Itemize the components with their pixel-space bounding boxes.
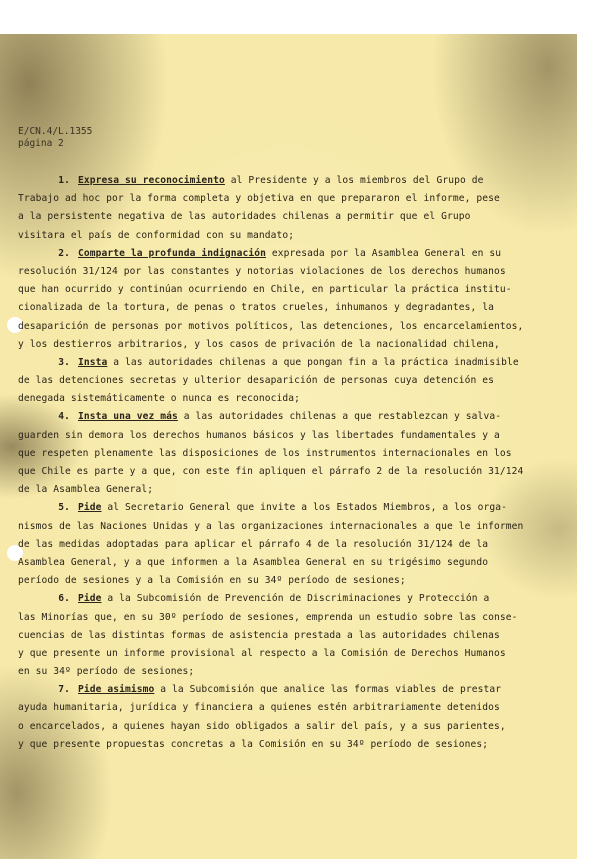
paragraph-lead: Pide asimismo xyxy=(78,684,155,696)
paragraph-number: 2. xyxy=(58,247,70,259)
paragraph-line xyxy=(18,554,538,572)
paragraph-line xyxy=(18,408,538,426)
document-header xyxy=(18,126,92,150)
paragraph-line xyxy=(18,572,538,590)
paragraph-line xyxy=(18,590,538,608)
paragraph-line xyxy=(18,663,538,681)
paragraph-text: o encarcelados, a quienes hayan sido obligados a salir del país, y a sus parientes, xyxy=(18,720,506,732)
paragraph-line xyxy=(18,336,538,354)
paragraph xyxy=(18,245,538,354)
paragraph-number: 6. xyxy=(58,593,70,605)
paragraph-text: al Secretario General que invite a los Estados Miembros, a los orga- xyxy=(101,502,507,514)
paragraph-text: período de sesiones y a la Comisión en su 34º período de sesiones; xyxy=(18,575,406,587)
paragraph-line xyxy=(18,354,538,372)
paragraph-text: visitara el país de conformidad con su mandato; xyxy=(18,229,295,241)
paragraph-line xyxy=(18,227,538,245)
paragraph-lead: Insta xyxy=(78,356,108,368)
paragraph-lead: Comparte la profunda indignación xyxy=(78,247,267,259)
paragraph-text: a la persistente negativa de las autoridades chilenas a permitir que el Grupo xyxy=(18,211,471,223)
paragraph-text: Asamblea General, y a que informen a la Asamblea General en su trigésimo segundo xyxy=(18,556,489,568)
paragraph-number: 1. xyxy=(58,175,70,186)
paragraph-line xyxy=(18,372,538,390)
paragraph-line xyxy=(18,245,538,263)
paragraph xyxy=(18,354,538,409)
paragraph-text: a la Subcomisión que analice las formas viables de prestar xyxy=(154,684,502,696)
paragraph-line xyxy=(18,536,538,554)
paragraph-line xyxy=(18,518,538,536)
paragraph-text: desaparición de personas por motivos políticos, las detenciones, los encarcelamientos, xyxy=(18,320,524,332)
paragraph-lead: Pide xyxy=(78,502,102,514)
paragraph xyxy=(18,681,538,754)
paragraph-line xyxy=(18,699,538,717)
paragraph-text: que han ocurrido y continúan ocurriendo en Chile, en particular la práctica institu- xyxy=(18,284,512,296)
paragraph-text: las Minorías que, en su 30º período de sesiones, emprenda un estudio sobre las conse- xyxy=(18,611,518,623)
paragraph xyxy=(18,172,538,245)
page-number: página 2 xyxy=(18,138,64,149)
paragraph-number: 7. xyxy=(58,684,70,696)
paragraph-line xyxy=(18,736,538,754)
paragraph-line xyxy=(18,190,538,208)
paragraph-number: 5. xyxy=(58,502,70,514)
paragraph-line xyxy=(18,627,538,645)
paragraph-text: y que presente propuestas concretas a la Comisión en su 34º período de sesiones; xyxy=(18,738,489,750)
paragraph-text: de las detenciones secretas y ulterior desaparición de personas cuya detención es xyxy=(18,375,494,387)
paragraph-line xyxy=(18,318,538,336)
paragraph-number: 3. xyxy=(58,356,70,368)
paragraph-text: de la Asamblea General; xyxy=(18,484,154,496)
paragraph-line xyxy=(18,445,538,463)
paragraph-line xyxy=(18,299,538,317)
document-reference: E/CN.4/L.1355 xyxy=(18,126,93,137)
paragraph-text: cuencias de las distintas formas de asistencia prestada a las autoridades chilenas xyxy=(18,629,500,641)
paragraph-line xyxy=(18,718,538,736)
paragraph-line xyxy=(18,499,538,517)
paragraph-line xyxy=(18,645,538,663)
paragraph-text: a la Subcomisión de Prevención de Discriminaciones y Protección a xyxy=(101,593,490,605)
paragraph-text: a las autoridades chilenas a que restablezcan y salva- xyxy=(177,411,502,423)
paragraph xyxy=(18,408,538,499)
paragraph-text: de las medidas adoptadas para aplicar el párrafo 4 de la resolución 31/124 de la xyxy=(18,538,489,550)
paragraph xyxy=(18,499,538,590)
paragraph xyxy=(18,590,538,681)
paragraph-lead: Pide xyxy=(78,593,102,605)
paragraph-line xyxy=(18,208,538,226)
document-body xyxy=(18,172,538,754)
paragraph-line xyxy=(18,172,538,190)
paragraph-text: que respeten plenamente las disposiciones de los instrumentos internacionales en los xyxy=(18,447,512,459)
paragraph-text: Trabajo ad hoc por la forma completa y objetiva en que prepararon el informe, pese xyxy=(18,193,500,205)
paragraph-text: ayuda humanitaria, jurídica y financiera a quienes estén arbitrariamente detenidos xyxy=(18,702,500,714)
paragraph-line xyxy=(18,281,538,299)
paragraph-text: al Presidente y a los miembros del Grupo de xyxy=(224,175,484,186)
paragraph-text: cionalizada de la tortura, de penas o tratos crueles, inhumanos y degradantes, la xyxy=(18,302,494,314)
paragraph-lead: Expresa su reconocimiento xyxy=(78,175,225,186)
paragraph-lead: Insta una vez más xyxy=(78,411,178,423)
paragraph-text: expresada por la Asamblea General en su xyxy=(266,247,502,259)
paragraph-line xyxy=(18,609,538,627)
paragraph-text: nismos de las Naciones Unidas y a las organizaciones internacionales a que le informen xyxy=(18,520,524,532)
paragraph-line xyxy=(18,463,538,481)
paragraph-text: que Chile es parte y a que, con este fin apliquen el párrafo 2 de la resolución 31/124 xyxy=(18,466,524,477)
paragraph-text: y los destierros arbitrarios, y los casos de privación de la nacionalidad chilena, xyxy=(18,338,500,350)
paragraph-text: a las autoridades chilenas a que pongan fin a la práctica inadmisible xyxy=(107,356,519,368)
paragraph-text: denegada sistemáticamente o nunca es reconocida; xyxy=(18,393,301,405)
paragraph-line xyxy=(18,263,538,281)
paragraph-text: resolución 31/124 por las constantes y notorias violaciones de los derechos humanos xyxy=(18,265,506,277)
paragraph-line xyxy=(18,427,538,445)
paragraph-line xyxy=(18,681,538,699)
paragraph-line xyxy=(18,390,538,408)
paragraph-text: y que presente un informe provisional al respecto a la Comisión de Derechos Humanos xyxy=(18,647,506,659)
paragraph-number: 4. xyxy=(58,411,70,423)
paragraph-line xyxy=(18,481,538,499)
paragraph-text: guarden sin demora los derechos humanos básicos y las libertades fundamentales y a xyxy=(18,429,500,441)
paragraph-text: en su 34º período de sesiones; xyxy=(18,666,195,678)
